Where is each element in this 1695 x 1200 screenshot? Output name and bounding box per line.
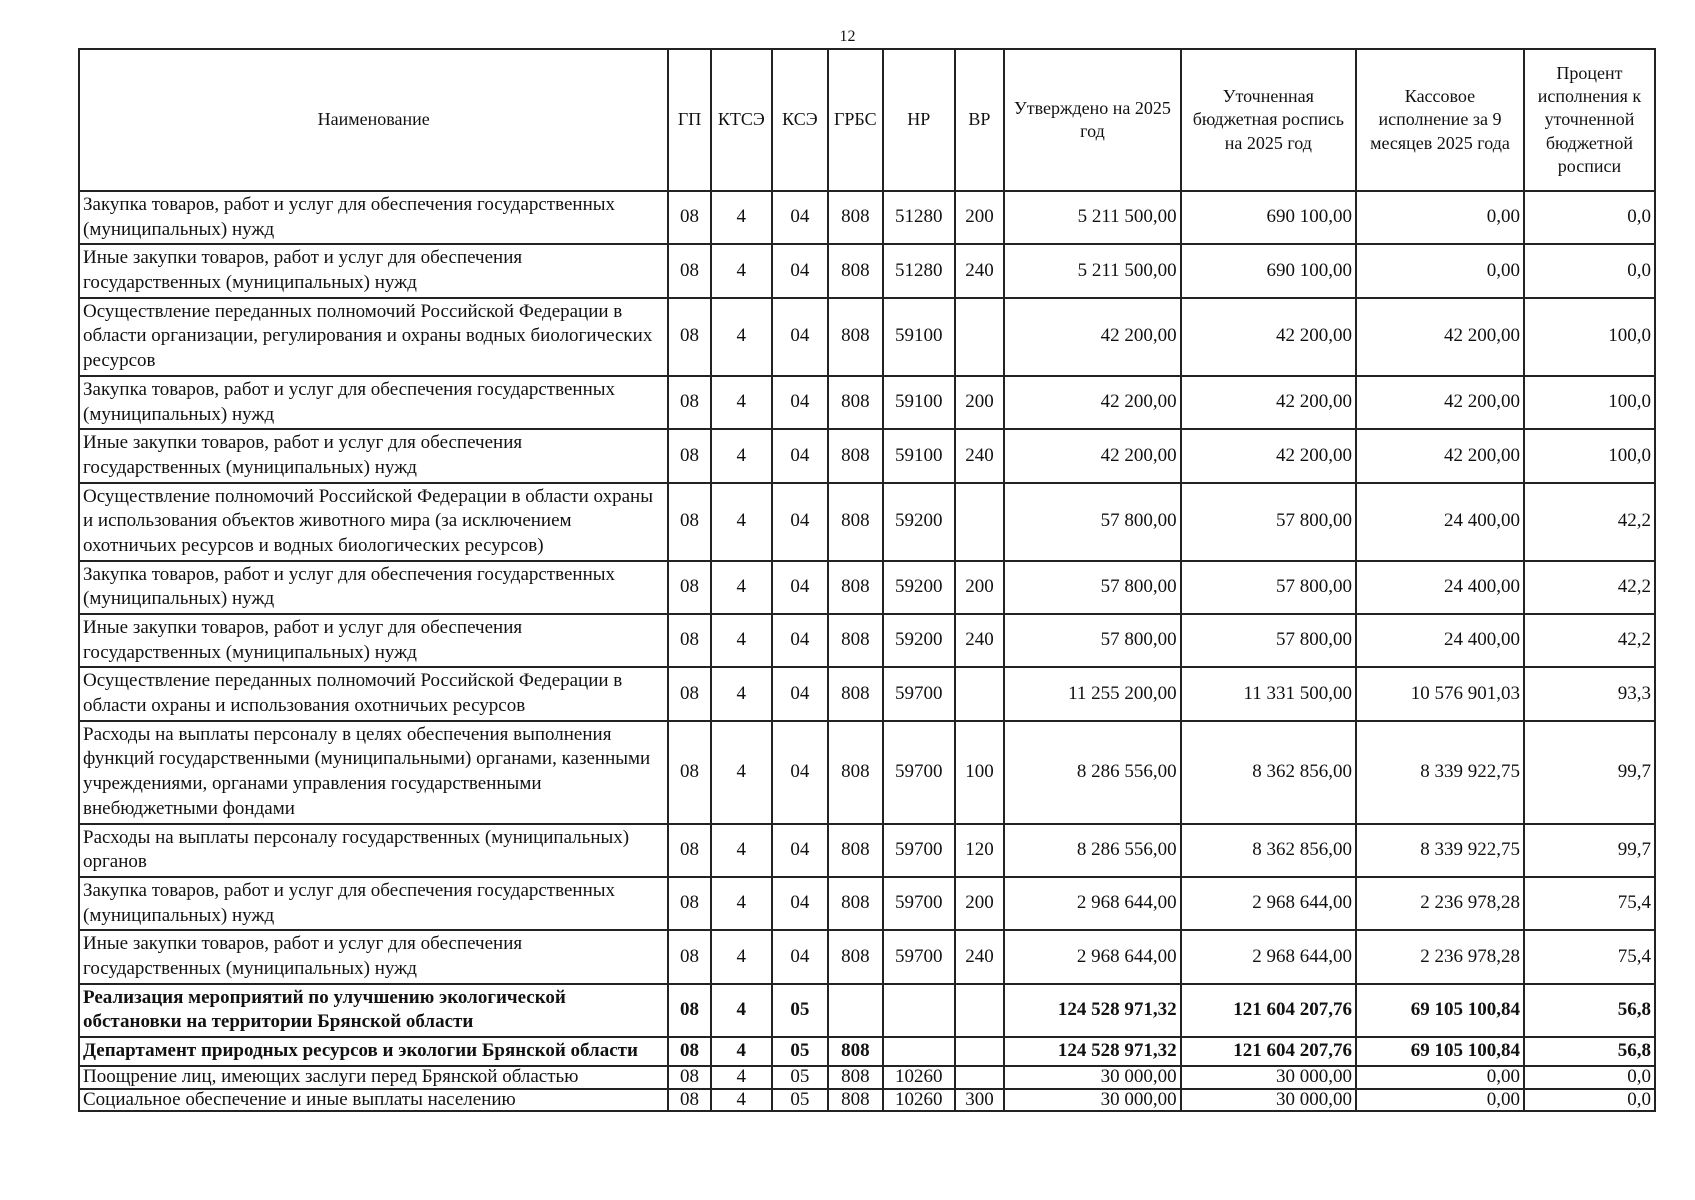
cell-approved: 42 200,00 xyxy=(1004,429,1180,482)
header-percent: Процент исполнения к уточненной бюджетной росписи xyxy=(1524,49,1655,191)
cell-refined: 57 800,00 xyxy=(1181,561,1356,614)
cell-approved: 57 800,00 xyxy=(1004,561,1180,614)
cell-kse: 04 xyxy=(772,298,828,376)
cell-percent: 100,0 xyxy=(1524,376,1655,429)
cell-cash: 8 339 922,75 xyxy=(1356,721,1524,824)
cell-cash: 0,00 xyxy=(1356,191,1524,244)
cell-gp: 08 xyxy=(668,298,710,376)
cell-gp: 08 xyxy=(668,877,710,930)
cell-kse: 05 xyxy=(772,1037,828,1066)
cell-cash: 0,00 xyxy=(1356,1089,1524,1112)
budget-execution-table xyxy=(78,48,1656,1112)
cell-percent: 42,2 xyxy=(1524,483,1655,561)
cell-kse: 05 xyxy=(772,1089,828,1112)
cell-approved: 42 200,00 xyxy=(1004,376,1180,429)
cell-vr: 200 xyxy=(955,561,1005,614)
cell-cash: 2 236 978,28 xyxy=(1356,930,1524,983)
cell-np xyxy=(883,1037,955,1066)
table-row xyxy=(79,376,1655,429)
cell-gp: 08 xyxy=(668,1066,710,1089)
table-row xyxy=(79,721,1655,824)
cell-ktse: 4 xyxy=(711,244,772,297)
cell-percent: 99,7 xyxy=(1524,721,1655,824)
cell-ktse: 4 xyxy=(711,429,772,482)
cell-percent: 56,8 xyxy=(1524,1037,1655,1066)
cell-grbs: 808 xyxy=(828,561,883,614)
cell-refined: 121 604 207,76 xyxy=(1181,1037,1356,1066)
cell-approved: 8 286 556,00 xyxy=(1004,721,1180,824)
cell-approved: 2 968 644,00 xyxy=(1004,877,1180,930)
cell-np: 59100 xyxy=(883,429,955,482)
cell-np: 59700 xyxy=(883,824,955,877)
cell-name: Поощрение лиц, имеющих заслуги перед Брянской областью xyxy=(79,1066,668,1089)
cell-name: Осуществление переданных полномочий Российской Федерации в области охраны и использования охотничьих ресурсов xyxy=(79,667,668,720)
cell-vr: 200 xyxy=(955,376,1005,429)
cell-ktse: 4 xyxy=(711,191,772,244)
table-row xyxy=(79,1066,1655,1089)
cell-name: Осуществление переданных полномочий Российской Федерации в области организации, регулирования и охраны водных биологических ресурсов xyxy=(79,298,668,376)
cell-kse: 04 xyxy=(772,721,828,824)
table-row xyxy=(79,561,1655,614)
table-row xyxy=(79,191,1655,244)
cell-np: 59700 xyxy=(883,721,955,824)
table-row xyxy=(79,429,1655,482)
cell-approved: 5 211 500,00 xyxy=(1004,191,1180,244)
cell-name: Реализация мероприятий по улучшению экологической обстановки на территории Брянской области xyxy=(79,984,668,1037)
cell-refined: 57 800,00 xyxy=(1181,614,1356,667)
cell-ktse: 4 xyxy=(711,614,772,667)
cell-grbs: 808 xyxy=(828,721,883,824)
cell-percent: 0,0 xyxy=(1524,1066,1655,1089)
cell-name: Иные закупки товаров, работ и услуг для обеспечения государственных (муниципальных) нужд xyxy=(79,244,668,297)
header-vr: ВР xyxy=(955,49,1005,191)
table-row xyxy=(79,483,1655,561)
cell-refined: 30 000,00 xyxy=(1181,1066,1356,1089)
cell-kse: 05 xyxy=(772,984,828,1037)
cell-grbs: 808 xyxy=(828,191,883,244)
cell-gp: 08 xyxy=(668,244,710,297)
table-row xyxy=(79,298,1655,376)
header-np: НР xyxy=(883,49,955,191)
cell-ktse: 4 xyxy=(711,561,772,614)
cell-grbs: 808 xyxy=(828,1037,883,1066)
header-refined: Уточненная бюджетная роспись на 2025 год xyxy=(1181,49,1356,191)
cell-cash: 2 236 978,28 xyxy=(1356,877,1524,930)
cell-name: Социальное обеспечение и иные выплаты населению xyxy=(79,1089,668,1112)
cell-ktse: 4 xyxy=(711,877,772,930)
cell-vr: 120 xyxy=(955,824,1005,877)
cell-ktse: 4 xyxy=(711,1037,772,1066)
cell-name: Закупка товаров, работ и услуг для обеспечения государственных (муниципальных) нужд xyxy=(79,376,668,429)
table-row xyxy=(79,984,1655,1037)
cell-grbs: 808 xyxy=(828,877,883,930)
cell-ktse: 4 xyxy=(711,483,772,561)
cell-grbs: 808 xyxy=(828,1089,883,1112)
cell-refined: 2 968 644,00 xyxy=(1181,930,1356,983)
cell-approved: 30 000,00 xyxy=(1004,1066,1180,1089)
cell-np: 59700 xyxy=(883,667,955,720)
cell-refined: 11 331 500,00 xyxy=(1181,667,1356,720)
table-row xyxy=(79,824,1655,877)
cell-cash: 69 105 100,84 xyxy=(1356,984,1524,1037)
cell-cash: 0,00 xyxy=(1356,1066,1524,1089)
cell-gp: 08 xyxy=(668,561,710,614)
cell-vr xyxy=(955,667,1005,720)
cell-vr: 240 xyxy=(955,429,1005,482)
table-row xyxy=(79,667,1655,720)
cell-gp: 08 xyxy=(668,191,710,244)
cell-gp: 08 xyxy=(668,824,710,877)
cell-percent: 75,4 xyxy=(1524,877,1655,930)
header-ktse: КТСЭ xyxy=(711,49,772,191)
cell-grbs: 808 xyxy=(828,614,883,667)
cell-ktse: 4 xyxy=(711,721,772,824)
cell-approved: 57 800,00 xyxy=(1004,614,1180,667)
cell-grbs: 808 xyxy=(828,667,883,720)
cell-np: 51280 xyxy=(883,244,955,297)
header-approved: Утверждено на 2025 год xyxy=(1004,49,1180,191)
cell-name: Иные закупки товаров, работ и услуг для обеспечения государственных (муниципальных) нужд xyxy=(79,429,668,482)
cell-approved: 2 968 644,00 xyxy=(1004,930,1180,983)
cell-gp: 08 xyxy=(668,1089,710,1112)
cell-vr: 200 xyxy=(955,877,1005,930)
page-number: 12 xyxy=(839,28,856,45)
cell-kse: 04 xyxy=(772,191,828,244)
cell-ktse: 4 xyxy=(711,1089,772,1112)
cell-refined: 42 200,00 xyxy=(1181,429,1356,482)
cell-ktse: 4 xyxy=(711,930,772,983)
table-row xyxy=(79,1037,1655,1066)
cell-percent: 56,8 xyxy=(1524,984,1655,1037)
cell-np: 59700 xyxy=(883,877,955,930)
cell-grbs: 808 xyxy=(828,1066,883,1089)
cell-kse: 04 xyxy=(772,244,828,297)
cell-name: Расходы на выплаты персоналу государственных (муниципальных) органов xyxy=(79,824,668,877)
cell-name: Закупка товаров, работ и услуг для обеспечения государственных (муниципальных) нужд xyxy=(79,561,668,614)
table-row xyxy=(79,614,1655,667)
cell-percent: 0,0 xyxy=(1524,244,1655,297)
cell-gp: 08 xyxy=(668,614,710,667)
cell-refined: 57 800,00 xyxy=(1181,483,1356,561)
cell-refined: 42 200,00 xyxy=(1181,376,1356,429)
header-grbs: ГРБС xyxy=(828,49,883,191)
table-header-row xyxy=(79,49,1655,191)
cell-kse: 04 xyxy=(772,376,828,429)
header-gp: ГП xyxy=(668,49,710,191)
cell-cash: 42 200,00 xyxy=(1356,298,1524,376)
cell-np: 59100 xyxy=(883,298,955,376)
cell-name: Закупка товаров, работ и услуг для обеспечения государственных (муниципальных) нужд xyxy=(79,191,668,244)
cell-percent: 93,3 xyxy=(1524,667,1655,720)
cell-percent: 42,2 xyxy=(1524,614,1655,667)
table-row xyxy=(79,877,1655,930)
cell-approved: 124 528 971,32 xyxy=(1004,984,1180,1037)
cell-grbs: 808 xyxy=(828,244,883,297)
cell-name: Закупка товаров, работ и услуг для обеспечения государственных (муниципальных) нужд xyxy=(79,877,668,930)
cell-name: Департамент природных ресурсов и экологии Брянской области xyxy=(79,1037,668,1066)
cell-approved: 30 000,00 xyxy=(1004,1089,1180,1112)
cell-ktse: 4 xyxy=(711,376,772,429)
cell-cash: 8 339 922,75 xyxy=(1356,824,1524,877)
cell-kse: 04 xyxy=(772,429,828,482)
cell-cash: 42 200,00 xyxy=(1356,376,1524,429)
cell-vr xyxy=(955,1037,1005,1066)
cell-percent: 0,0 xyxy=(1524,191,1655,244)
cell-grbs: 808 xyxy=(828,824,883,877)
cell-refined: 42 200,00 xyxy=(1181,298,1356,376)
cell-refined: 2 968 644,00 xyxy=(1181,877,1356,930)
cell-kse: 04 xyxy=(772,614,828,667)
cell-name: Иные закупки товаров, работ и услуг для обеспечения государственных (муниципальных) нужд xyxy=(79,930,668,983)
cell-grbs: 808 xyxy=(828,930,883,983)
table-row xyxy=(79,930,1655,983)
cell-approved: 42 200,00 xyxy=(1004,298,1180,376)
cell-name: Иные закупки товаров, работ и услуг для обеспечения государственных (муниципальных) нужд xyxy=(79,614,668,667)
cell-refined: 121 604 207,76 xyxy=(1181,984,1356,1037)
cell-grbs: 808 xyxy=(828,429,883,482)
cell-vr xyxy=(955,1066,1005,1089)
cell-grbs: 808 xyxy=(828,483,883,561)
cell-gp: 08 xyxy=(668,483,710,561)
cell-grbs xyxy=(828,984,883,1037)
cell-gp: 08 xyxy=(668,984,710,1037)
cell-cash: 24 400,00 xyxy=(1356,561,1524,614)
cell-np: 59200 xyxy=(883,483,955,561)
cell-vr xyxy=(955,483,1005,561)
cell-np: 51280 xyxy=(883,191,955,244)
cell-np: 10260 xyxy=(883,1066,955,1089)
cell-gp: 08 xyxy=(668,1037,710,1066)
table-row xyxy=(79,244,1655,297)
cell-kse: 05 xyxy=(772,1066,828,1089)
cell-vr: 300 xyxy=(955,1089,1005,1112)
cell-np xyxy=(883,984,955,1037)
cell-cash: 42 200,00 xyxy=(1356,429,1524,482)
cell-np: 10260 xyxy=(883,1089,955,1112)
cell-gp: 08 xyxy=(668,667,710,720)
cell-ktse: 4 xyxy=(711,667,772,720)
cell-name: Осуществление полномочий Российской Федерации в области охраны и использования объектов животного мира (за исключением охотничьих ресурсов и водных биологических ресурсов) xyxy=(79,483,668,561)
table-body xyxy=(79,191,1655,1111)
cell-percent: 75,4 xyxy=(1524,930,1655,983)
header-name: Наименование xyxy=(79,49,668,191)
cell-vr xyxy=(955,984,1005,1037)
cell-gp: 08 xyxy=(668,429,710,482)
cell-vr: 240 xyxy=(955,930,1005,983)
cell-vr: 100 xyxy=(955,721,1005,824)
cell-percent: 0,0 xyxy=(1524,1089,1655,1112)
cell-approved: 5 211 500,00 xyxy=(1004,244,1180,297)
cell-cash: 24 400,00 xyxy=(1356,614,1524,667)
cell-gp: 08 xyxy=(668,930,710,983)
cell-approved: 57 800,00 xyxy=(1004,483,1180,561)
cell-grbs: 808 xyxy=(828,298,883,376)
cell-refined: 30 000,00 xyxy=(1181,1089,1356,1112)
cell-approved: 8 286 556,00 xyxy=(1004,824,1180,877)
cell-vr: 200 xyxy=(955,191,1005,244)
cell-ktse: 4 xyxy=(711,984,772,1037)
table-row xyxy=(79,1089,1655,1112)
cell-refined: 8 362 856,00 xyxy=(1181,721,1356,824)
cell-gp: 08 xyxy=(668,721,710,824)
cell-cash: 10 576 901,03 xyxy=(1356,667,1524,720)
cell-np: 59700 xyxy=(883,930,955,983)
cell-kse: 04 xyxy=(772,561,828,614)
cell-name: Расходы на выплаты персоналу в целях обеспечения выполнения функций государственными (муниципальными) органами, казенными учреждениями, органами управления государственными внебюджетными фондами xyxy=(79,721,668,824)
cell-kse: 04 xyxy=(772,930,828,983)
cell-ktse: 4 xyxy=(711,1066,772,1089)
cell-approved: 11 255 200,00 xyxy=(1004,667,1180,720)
cell-percent: 100,0 xyxy=(1524,429,1655,482)
cell-cash: 69 105 100,84 xyxy=(1356,1037,1524,1066)
cell-np: 59200 xyxy=(883,561,955,614)
cell-kse: 04 xyxy=(772,667,828,720)
cell-np: 59200 xyxy=(883,614,955,667)
cell-vr: 240 xyxy=(955,244,1005,297)
header-cash: Кассовое исполнение за 9 месяцев 2025 года xyxy=(1356,49,1524,191)
cell-cash: 0,00 xyxy=(1356,244,1524,297)
cell-refined: 690 100,00 xyxy=(1181,244,1356,297)
cell-cash: 24 400,00 xyxy=(1356,483,1524,561)
cell-ktse: 4 xyxy=(711,824,772,877)
cell-kse: 04 xyxy=(772,877,828,930)
cell-percent: 42,2 xyxy=(1524,561,1655,614)
cell-refined: 690 100,00 xyxy=(1181,191,1356,244)
cell-vr: 240 xyxy=(955,614,1005,667)
cell-gp: 08 xyxy=(668,376,710,429)
cell-percent: 99,7 xyxy=(1524,824,1655,877)
cell-vr xyxy=(955,298,1005,376)
cell-grbs: 808 xyxy=(828,376,883,429)
cell-percent: 100,0 xyxy=(1524,298,1655,376)
cell-kse: 04 xyxy=(772,824,828,877)
cell-ktse: 4 xyxy=(711,298,772,376)
cell-kse: 04 xyxy=(772,483,828,561)
cell-approved: 124 528 971,32 xyxy=(1004,1037,1180,1066)
cell-refined: 8 362 856,00 xyxy=(1181,824,1356,877)
header-kse: КСЭ xyxy=(772,49,828,191)
cell-np: 59100 xyxy=(883,376,955,429)
